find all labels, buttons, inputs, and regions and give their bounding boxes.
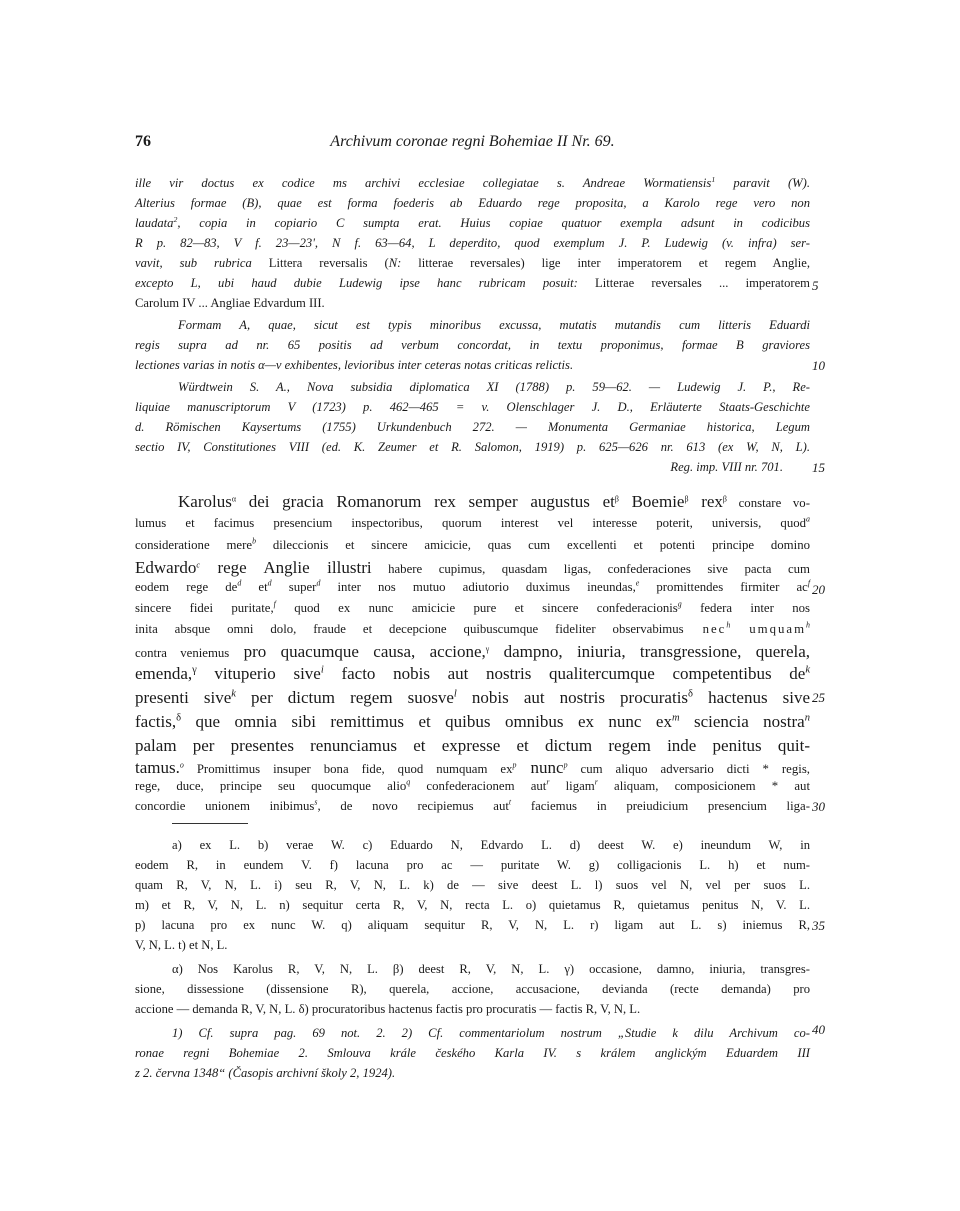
regesta-reference: Reg. imp. VIII nr. 701.: [670, 460, 783, 474]
line-number: 40: [812, 1022, 825, 1037]
formam-line: Formam A, quae, sicut est typis minoribus excussa, mutatis mutandis cum litteris Eduardi: [178, 318, 810, 332]
line-number: 5: [812, 278, 819, 293]
charter-line: Karolus$^\alpha$ dei gracia Romanorum rex semper augustus $et^\beta$ Boemie$^\beta$ rex$^\beta$ constare vo-: [178, 492, 810, 511]
footnote-line: accione — demanda R, V, N, L. δ) procuratoribus hactenus factis pro procuratis — factis R, V, N, L.: [135, 1002, 641, 1016]
running-header: [135, 133, 810, 157]
charter-line: concordie unionem inibimus$^s$, de novo recipiemus aut$^t$ faciemus in preiudicium presencium liga-: [135, 797, 810, 813]
charter-line: lumus et facimus presencium inspectoribus, quorum interest vel interesse poterit, universis, quod$^a$: [135, 514, 810, 530]
footnote-line: sione, dissessione (dissensione R), querela, accione, accusacione, devianda (recte demanda) pro: [135, 982, 810, 996]
charter-line: sincere fidei puritate,$^f$ quod ex nunc amicicie pure et sincere confederacionis$^g$ federa inter nos: [135, 599, 810, 615]
charter-line: consideratione mere$^b$ dileccionis et sincere amicicie, quas cum excellenti et potenti principe domino: [135, 536, 810, 552]
intro-line: Alterius formae (B), quae est forma foederis ab Eduardo rege proposita, a Karolo rege vero non: [135, 196, 810, 210]
charter-line: eodem rege $de^d$ $et^d$ super$^d$ inter nos mutuo adiutorio duximus ineundas,$^e$ promittendes firmiter $ac^f$: [135, 578, 811, 594]
bibliography-line: Würdtwein S. A., Nova subsidia diplomatica XI (1788) p. 59—62. — Ludewig J. P., Re-: [178, 380, 810, 394]
footnote-line: quam R, V, N, L. i) seu R, V, N, L. k) de — sive deest L. l) suos vel N, vel per suos L.: [135, 878, 810, 892]
footnote-line: p) lacuna pro ex nunc W. q) aliquam sequitur R, V, N, L. r) ligam aut L. s) iniemus R,: [135, 918, 810, 932]
page-number: 76: [135, 133, 151, 150]
line-number: 10: [812, 358, 825, 373]
charter-line: palam per presentes renunciamus et expresse et dictum regem inde penitus quit-: [135, 736, 810, 755]
charter-line: tamus.$^o$ Promittimus insuper bona fide, quod numquam $ex^p$ nunc$^p$ cum aliquo adversario dicti * regis,: [135, 758, 810, 777]
charter-line: inita absque omni dolo, fraude et decepcione quibuscumque fideliter observabimus nec$^h$ umquam$^h$: [135, 620, 810, 636]
footnote-line: z 2. června 1348“ (Časopis archivní školy 2, 1924).: [135, 1066, 396, 1080]
footnote-line: 1) Cf. supra pag. 69 not. 2. 2) Cf. commentariolum nostrum „Studie k dilu Archivum co-: [172, 1026, 810, 1040]
charter-line: Edwardo$^c$ rege Anglie illustri habere cupimus, quasdam ligas, confederaciones sive pacta cum: [135, 558, 810, 577]
line-number: 25: [812, 690, 825, 705]
intro-line: laudata$^2$, copia in copiario C sumpta erat. Huius copiae quatuor exempla adsunt in codicibus: [135, 214, 810, 230]
line-number: 20: [812, 582, 825, 597]
line-number: 30: [812, 799, 825, 814]
intro-line: R p. 82—83, V f. 23—23', N f. 63—64, L deperdito, quod exemplum J. P. Ludewig (v. infra) ser-: [135, 236, 810, 250]
bibliography-line: d. Römischen Kaysertums (1755) Urkundenbuch 272. — Monumenta Germaniae historica, Legum: [135, 420, 810, 434]
footnote-line: V, N, L. t) et N, L.: [135, 938, 228, 952]
footnote-line: eodem R, in eundem V. f) lacuna pro ac — puritate W. g) colligacionis L. h) et num-: [135, 858, 810, 872]
bibliography-line: sectio IV, Constitutiones VIII (ed. K. Zeumer et R. Salomon, 1919) p. 625—626 nr. 613 (ex W, N, L).: [135, 440, 810, 454]
bibliography-line: liquiae manuscriptorum V (1723) p. 462—465 = v. Olenschlager J. D., Erläuterte Staats-Geschichte: [135, 400, 810, 414]
footnote-rule: [172, 823, 248, 824]
charter-line: contra veniemus pro quacumque causa, accione,$^\gamma$ dampno, iniuria, transgressione, querela,: [135, 642, 811, 661]
charter-line: emenda,$^\gamma$ vituperio sive$^i$ facto nobis aut nostris qualitercumque competentibus $de^k$: [135, 664, 810, 683]
formam-line: lectiones varias in notis α—ν exhibentes, levioribus inter ceteras notas criticas relictis.: [135, 358, 574, 372]
charter-line: rege, duce, principe seu quocumque alio$^q$ confederacionem aut$^r$ ligam$^r$ aliquam, composicionem * aut: [135, 777, 810, 793]
line-number: 35: [812, 918, 825, 933]
charter-line: presenti sive$^k$ per dictum regem suosve$^l$ nobis aut nostris procuratis$^\delta$ hactenus sive: [135, 688, 811, 707]
intro-line: vavit, sub rubrica Littera reversalis (N: litterae reversales) lige inter imperatorem et regem Anglie,: [135, 256, 810, 270]
intro-line: excepto L, ubi haud dubie Ludewig ipse hanc rubricam posuit: Litterae reversales ... imperatorem: [135, 276, 810, 290]
footnote-line: m) et R, V, N, L. n) sequitur certa R, V, N, recta L. o) quietamus R, quietamus penitus N, V. L.: [135, 898, 810, 912]
intro-line: Carolum IV ... Angliae Edvardum III.: [135, 296, 325, 310]
charter-line: factis,$^\delta$ que omnia sibi remittimus et quibus omnibus ex nunc $ex^m$ sciencia nostra$^n$: [135, 712, 810, 731]
footnote-line: a) ex L. b) verae W. c) Eduardo N, Edvardo L. d) deest W. e) ineundum W, in: [172, 838, 810, 852]
footnote-line: α) Nos Karolus R, V, N, L. β) deest R, V, N, L. γ) occasione, damno, iniuria, transgres-: [172, 962, 810, 976]
formam-line: regis supra ad nr. 65 positis ad verbum concordat, in textu proponimus, formae B graviores: [135, 338, 810, 352]
line-number: 15: [812, 460, 825, 475]
intro-line: ille vir doctus ex codice ms archivi ecclesiae collegiatae s. Andreae Wormatiensis$^1$ paravit (W).: [135, 174, 811, 190]
running-title: Archivum coronae regni Bohemiae II Nr. 69.: [330, 133, 615, 150]
footnote-line: ronae regni Bohemiae 2. Smlouva krále českého Karla IV. s králem anglickým Eduardem III: [135, 1046, 810, 1060]
